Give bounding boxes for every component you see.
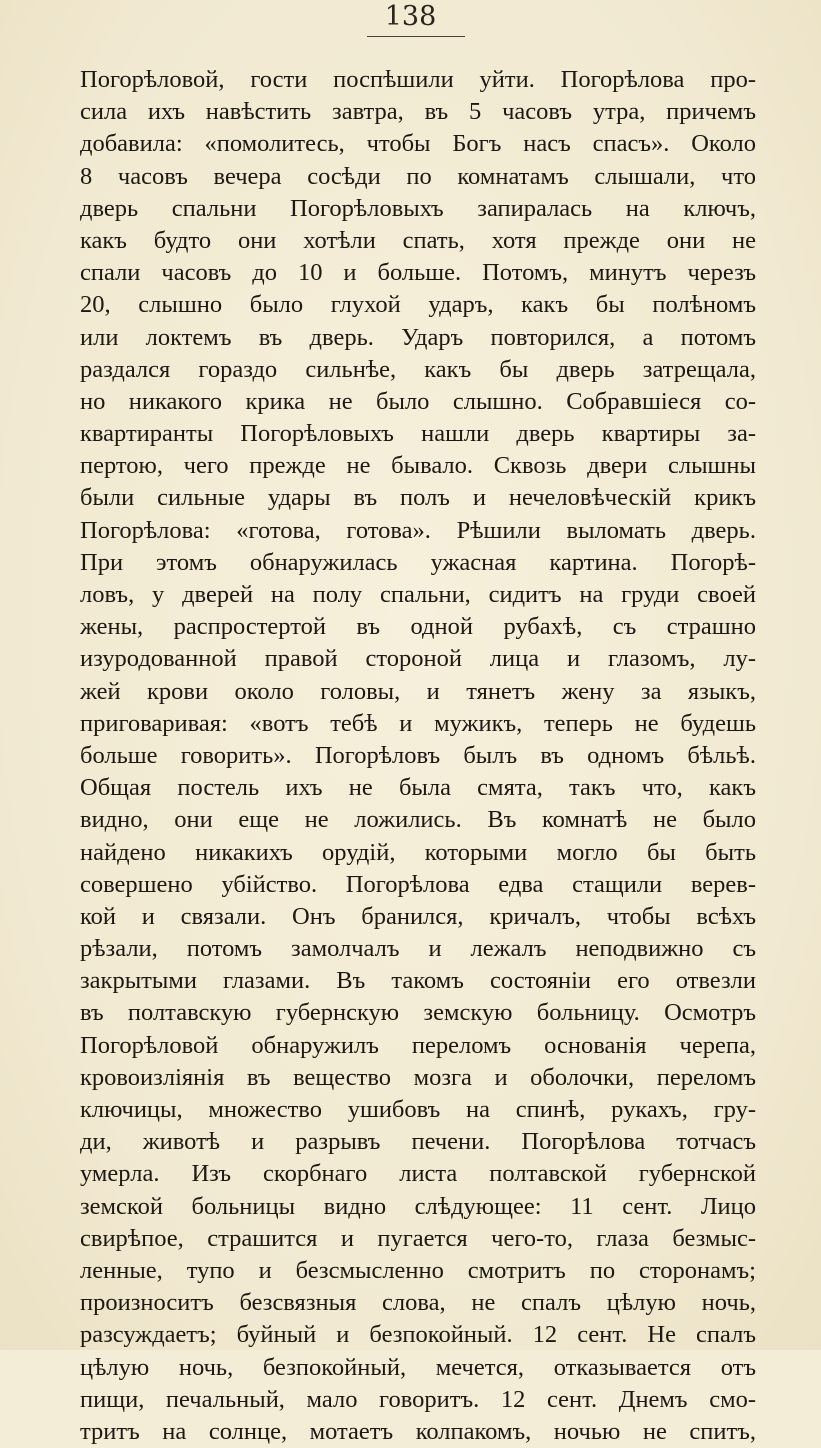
- text-line: Погорѣловой, гости поспѣшили уйти. Погорѣлова про-: [80, 66, 756, 93]
- text-line: тритъ на солнце, мотаетъ колпакомъ, ночью не спитъ,: [80, 1417, 756, 1445]
- text-line: кой и связали. Онъ бранился, кричалъ, чтобы всѣхъ: [80, 902, 756, 930]
- text-line: раздался гораздо сильнѣе, какъ бы дверь затрещала,: [80, 355, 756, 383]
- text-line: свирѣпое, страшится и пугается чего-то, глаза безмыс-: [80, 1224, 756, 1252]
- text-line: дверь спальни Погорѣловыхъ запиралась на ключъ,: [80, 194, 756, 222]
- text-line: кровоизліянія въ вещество мозга и оболочки, переломъ: [80, 1063, 756, 1091]
- text-line: приговаривая: «вотъ тебѣ и мужикъ, теперь не будешь: [80, 709, 756, 737]
- text-line: найдено никакихъ орудій, которыми могло бы быть: [80, 838, 756, 866]
- text-line: Погорѣловой обнаружилъ переломъ основанія черепа,: [80, 1031, 756, 1059]
- text-line: или локтемъ въ дверь. Ударъ повторился, а потомъ: [80, 323, 756, 351]
- text-line: спали часовъ до 10 и больше. Потомъ, минутъ черезъ: [80, 259, 756, 287]
- text-line: Общая постель ихъ не была смята, такъ что, какъ: [80, 774, 756, 802]
- text-line: произноситъ безсвязныя слова, не спалъ цѣлую ночь,: [80, 1289, 756, 1317]
- text-line: пертою, чего прежде не бывало. Сквозь двери слышны: [80, 452, 756, 480]
- text-line: 8 часовъ вечера сосѣди по комнатамъ слышали, что: [80, 162, 756, 190]
- text-line: земской больницы видно слѣдующее: 11 сент. Лицо: [80, 1192, 756, 1220]
- page-number: 138: [384, 1, 437, 32]
- text-line: какъ будто они хотѣли спать, хотя прежде они не: [80, 226, 756, 254]
- text-line: пищи, печальный, мало говоритъ. 12 сент. Днемъ смо-: [80, 1385, 756, 1413]
- text-line: ленные, тупо и безсмысленно смотритъ по сторонамъ;: [80, 1256, 756, 1284]
- text-line: ловъ, у дверей на полу спальни, сидитъ на груди своей: [80, 581, 756, 608]
- text-line: были сильные удары въ полъ и нечеловѣческій крикъ: [80, 484, 756, 512]
- text-line: жены, распростертой въ одной рубахѣ, съ страшно: [80, 613, 756, 641]
- text-line: сила ихъ навѣстить завтра, въ 5 часовъ утра, причемъ: [80, 98, 756, 126]
- text-line: цѣлую ночь, безпокойный, мечется, отказывается отъ: [80, 1353, 756, 1381]
- text-line: добавила: «помолитесь, чтобы Богъ насъ спасъ». Около: [80, 130, 756, 158]
- text-line: изуродованной правой стороной лица и глазомъ, лу-: [80, 645, 756, 673]
- text-line: ди, животѣ и разрывъ печени. Погорѣлова тотчасъ: [80, 1128, 756, 1156]
- text-line: видно, они еще не ложились. Въ комнатѣ не было: [80, 806, 756, 834]
- text-line: но никакого крика не было слышно. Собравшіеся со-: [80, 387, 756, 415]
- text-line: 20, слышно было глухой ударъ, какъ бы полѣномъ: [80, 291, 756, 319]
- text-line: разсуждаетъ; буйный и безпокойный. 12 сент. Не спалъ: [80, 1321, 756, 1349]
- page-number-rule: [367, 36, 465, 37]
- text-line: совершено убійство. Погорѣлова едва стащили верев-: [80, 870, 756, 898]
- body-text: [80, 64, 756, 1448]
- text-line: жей крови около головы, и тянетъ жену за языкъ,: [80, 677, 756, 705]
- text-line: При этомъ обнаружилась ужасная картина. Погорѣ-: [80, 548, 756, 576]
- text-line: больше говорить». Погорѣловъ былъ въ одномъ бѣльѣ.: [80, 741, 756, 769]
- text-line: квартиранты Погорѣловыхъ нашли дверь квартиры за-: [80, 420, 756, 448]
- text-line: въ полтавскую губернскую земскую больницу. Осмотръ: [80, 999, 756, 1027]
- text-line: Погорѣлова: «готова, готова». Рѣшили выломать дверь.: [80, 516, 756, 544]
- text-line: закрытыми глазами. Въ такомъ состояніи его отвезли: [80, 967, 756, 995]
- text-line: умерла. Изъ скорбнаго листа полтавской губернской: [80, 1160, 756, 1188]
- text-line: рѣзали, потомъ замолчалъ и лежалъ неподвижно съ: [80, 935, 756, 963]
- text-line: ключицы, множество ушибовъ на спинѣ, рукахъ, гру-: [80, 1096, 756, 1123]
